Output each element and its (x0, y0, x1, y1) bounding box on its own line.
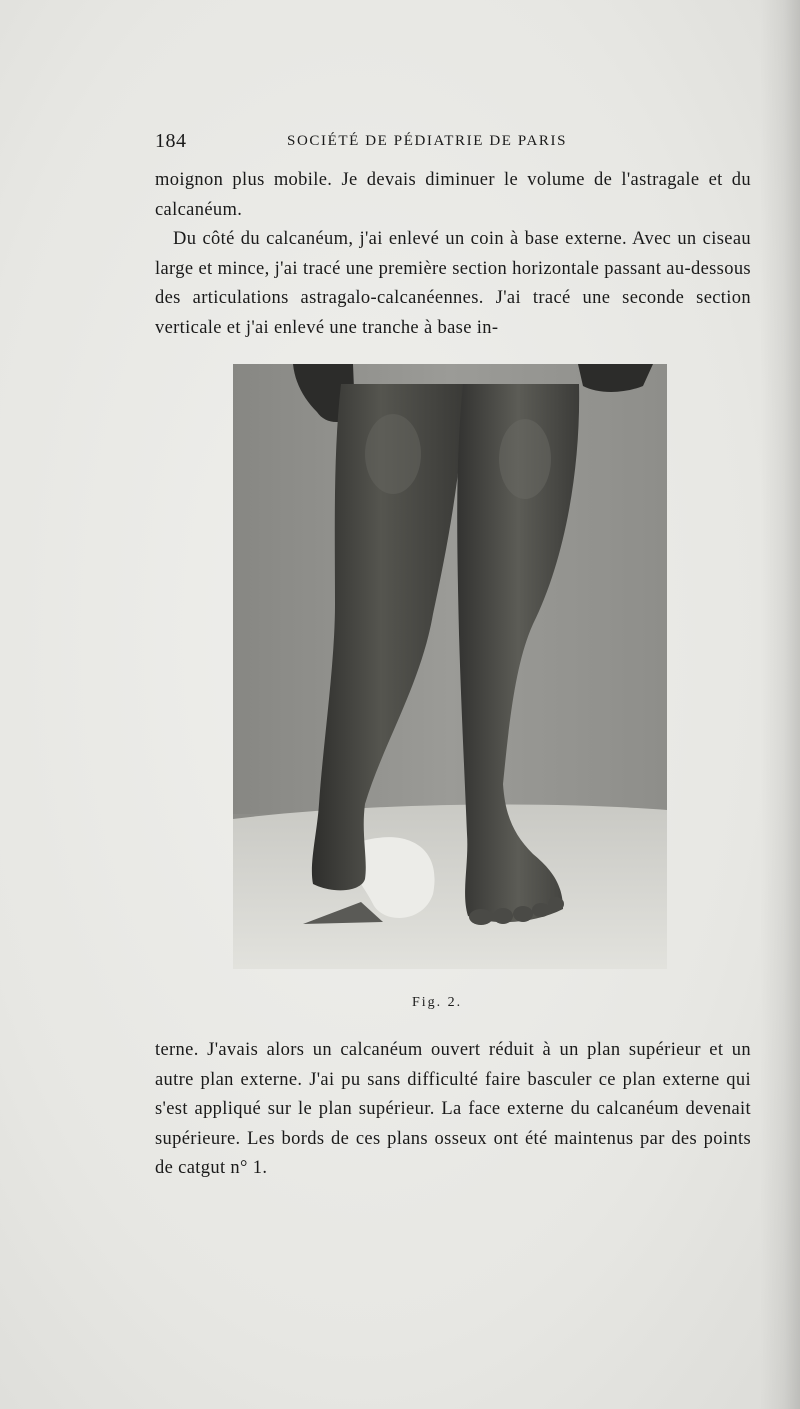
paragraph: terne. J'avais alors un calcanéum ouvert réduit à un plan supérieur et un autre plan externe. J'ai pu sans difficulté faire basculer ce plan externe qui s'est appliqué sur le plan supérieur. La face externe du calcanéum devenait supérieure. Les bords de ces plans osseux ont été maintenus par des points de catgut n° 1. (155, 1040, 751, 1178)
page-gutter-shadow (760, 0, 800, 1409)
running-title: SOCIÉTÉ DE PÉDIATRIE DE PARIS (287, 133, 568, 149)
figure-caption: Fig. 2. (412, 995, 463, 1010)
body-text-bottom (155, 1036, 751, 1184)
legs-photograph (233, 364, 667, 969)
paragraph: Du côté du calcanéum, j'ai enlevé un coin à base externe. Avec un ciseau large et mince, j'ai tracé une première section horizontale passant au-dessous des articulations astragalo-calcanéennes. J'ai tracé une seconde section verticale et j'ai enlevé une tranche à base in- (155, 229, 751, 338)
body-text-top (155, 166, 751, 343)
page-number: 184 (155, 130, 187, 152)
page-header (155, 130, 751, 154)
figure-photograph (233, 364, 667, 969)
paragraph: moignon plus mobile. Je devais diminuer le volume de l'astragale et du calcanéum. (155, 170, 751, 220)
